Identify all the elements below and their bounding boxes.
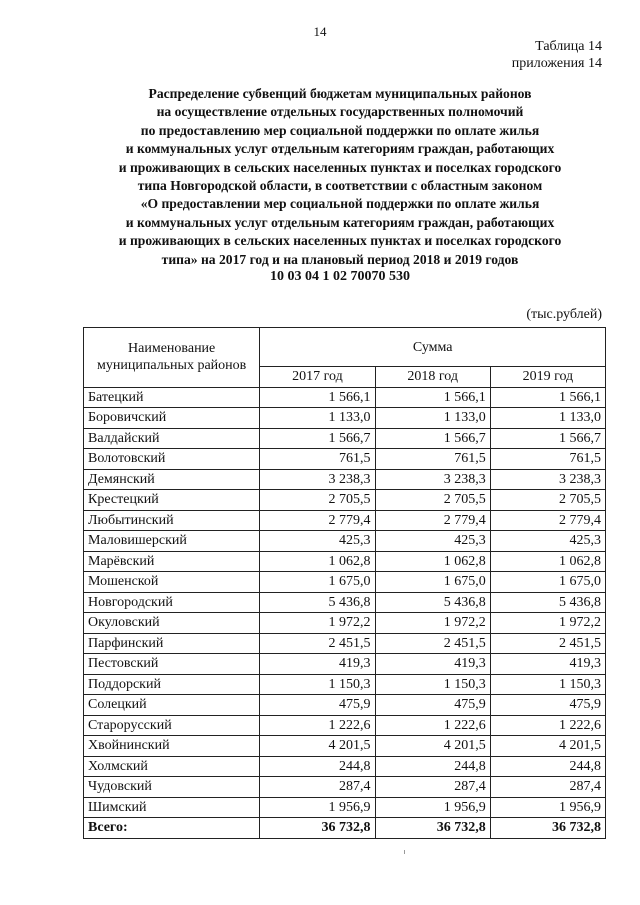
value-2017-cell: 1 675,0 — [260, 572, 375, 593]
value-2018-cell: 425,3 — [375, 531, 490, 552]
value-2019-cell: 475,9 — [490, 695, 605, 716]
district-name-cell: Окуловский — [84, 613, 260, 634]
header-year-2019: 2019 год — [490, 367, 605, 388]
value-2019-cell: 287,4 — [490, 777, 605, 798]
value-2019-cell: 5 436,8 — [490, 592, 605, 613]
value-2017-cell: 2 705,5 — [260, 490, 375, 511]
value-2018-cell: 4 201,5 — [375, 736, 490, 757]
district-name-cell: Холмский — [84, 756, 260, 777]
value-2019-cell: 1 062,8 — [490, 551, 605, 572]
scan-mark — [404, 850, 405, 854]
value-2017-cell: 244,8 — [260, 756, 375, 777]
title-line: Распределение субвенций бюджетам муниципальных районов — [148, 86, 532, 101]
value-2017-cell: 2 779,4 — [260, 510, 375, 531]
page-number: 14 — [313, 24, 327, 39]
table-row — [84, 572, 606, 593]
value-2017-cell: 425,3 — [260, 531, 375, 552]
units-label: (тыс.рублей) — [526, 307, 602, 322]
title-line: и проживающих в сельских населенных пунктах и поселках городского — [118, 159, 562, 175]
value-2017-cell: 1 956,9 — [260, 797, 375, 818]
value-2019-cell: 425,3 — [490, 531, 605, 552]
district-name-cell: Любытинский — [84, 510, 260, 531]
value-2017-cell: 1 062,8 — [260, 551, 375, 572]
value-2018-cell: 1 972,2 — [375, 613, 490, 634]
value-2018-cell: 287,4 — [375, 777, 490, 798]
table-ref-line2: приложения 14 — [511, 56, 602, 71]
value-2018-cell: 475,9 — [375, 695, 490, 716]
table-row — [84, 510, 606, 531]
value-2018-cell: 1 150,3 — [375, 674, 490, 695]
table-header-row — [84, 328, 606, 367]
table-ref-line1: Таблица 14 — [535, 39, 602, 54]
value-2019-cell: 1 566,7 — [490, 428, 605, 449]
district-name-cell: Маловишерский — [84, 531, 260, 552]
total-row — [84, 818, 606, 839]
value-2018-cell: 1 133,0 — [375, 408, 490, 429]
table-row — [84, 428, 606, 449]
title-line: типа Новгородской области, в соответствии с областным законом — [137, 178, 543, 194]
table-row — [84, 490, 606, 511]
table-row — [84, 777, 606, 798]
district-name-cell: Шимский — [84, 797, 260, 818]
value-2017-cell: 1 150,3 — [260, 674, 375, 695]
value-2019-cell: 244,8 — [490, 756, 605, 777]
value-2018-cell: 244,8 — [375, 756, 490, 777]
district-name-cell: Новгородский — [84, 592, 260, 613]
district-name-cell: Пестовский — [84, 654, 260, 675]
value-2018-cell: 2 705,5 — [375, 490, 490, 511]
district-name-cell: Волотовский — [84, 449, 260, 470]
district-name-cell: Всего: — [84, 818, 260, 839]
table-row — [84, 551, 606, 572]
table-row — [84, 695, 606, 716]
value-2017-cell: 1 222,6 — [260, 715, 375, 736]
district-name-cell: Валдайский — [84, 428, 260, 449]
district-name-cell: Поддорский — [84, 674, 260, 695]
value-2019-cell: 761,5 — [490, 449, 605, 470]
table-row — [84, 469, 606, 490]
value-2017-cell: 4 201,5 — [260, 736, 375, 757]
title-line: и проживающих в сельских населенных пунктах и поселках городского — [118, 233, 562, 249]
value-2018-cell: 2 451,5 — [375, 633, 490, 654]
document-title — [60, 85, 620, 269]
value-2018-cell: 1 956,9 — [375, 797, 490, 818]
header-district-name: Наименование муниципальных районов — [84, 328, 260, 388]
header-year-2017: 2017 год — [260, 367, 375, 388]
value-2017-cell: 1 566,1 — [260, 387, 375, 408]
district-name-cell: Батецкий — [84, 387, 260, 408]
title-line: по предоставлению мер социальной поддержки по оплате жилья — [140, 122, 540, 138]
budget-code: 10 03 04 1 02 70070 530 — [270, 269, 410, 284]
table-row — [84, 797, 606, 818]
district-name-cell: Хвойнинский — [84, 736, 260, 757]
table-row — [84, 633, 606, 654]
value-2018-cell: 5 436,8 — [375, 592, 490, 613]
value-2018-cell: 1 222,6 — [375, 715, 490, 736]
value-2017-cell: 1 972,2 — [260, 613, 375, 634]
subvention-table — [83, 327, 606, 839]
table-row — [84, 736, 606, 757]
table-row — [84, 408, 606, 429]
value-2017-cell: 3 238,3 — [260, 469, 375, 490]
table-row — [84, 449, 606, 470]
table-row — [84, 715, 606, 736]
title-line: на осуществление отдельных государственных полномочий — [156, 104, 524, 120]
title-line: «О предоставлении мер социальной поддержки по оплате жилья — [140, 196, 540, 212]
value-2019-cell: 419,3 — [490, 654, 605, 675]
value-2019-cell: 4 201,5 — [490, 736, 605, 757]
value-2018-cell: 2 779,4 — [375, 510, 490, 531]
value-2019-cell: 1 956,9 — [490, 797, 605, 818]
value-2017-cell: 419,3 — [260, 654, 375, 675]
value-2019-cell: 36 732,8 — [490, 818, 605, 839]
value-2019-cell: 1 972,2 — [490, 613, 605, 634]
value-2017-cell: 1 133,0 — [260, 408, 375, 429]
value-2019-cell: 1 133,0 — [490, 408, 605, 429]
value-2018-cell: 36 732,8 — [375, 818, 490, 839]
table-reference — [512, 38, 602, 72]
table-row — [84, 756, 606, 777]
header-sum: Сумма — [260, 328, 606, 367]
district-name-cell: Крестецкий — [84, 490, 260, 511]
table-row — [84, 674, 606, 695]
value-2019-cell: 1 675,0 — [490, 572, 605, 593]
value-2018-cell: 1 566,7 — [375, 428, 490, 449]
district-name-cell: Марёвский — [84, 551, 260, 572]
district-name-cell: Демянский — [84, 469, 260, 490]
title-line: и коммунальных услуг отдельным категориям граждан, работающих — [125, 214, 555, 230]
value-2019-cell: 2 451,5 — [490, 633, 605, 654]
district-name-cell: Боровичский — [84, 408, 260, 429]
value-2019-cell: 1 150,3 — [490, 674, 605, 695]
value-2017-cell: 5 436,8 — [260, 592, 375, 613]
district-name-cell: Чудовский — [84, 777, 260, 798]
table-row — [84, 387, 606, 408]
value-2019-cell: 1 222,6 — [490, 715, 605, 736]
title-line: типа» на 2017 год и на плановый период 2018 и 2019 годов — [161, 251, 519, 267]
value-2019-cell: 2 779,4 — [490, 510, 605, 531]
value-2017-cell: 36 732,8 — [260, 818, 375, 839]
value-2019-cell: 2 705,5 — [490, 490, 605, 511]
value-2017-cell: 1 566,7 — [260, 428, 375, 449]
district-name-cell: Солецкий — [84, 695, 260, 716]
value-2017-cell: 475,9 — [260, 695, 375, 716]
header-year-2018: 2018 год — [375, 367, 490, 388]
value-2019-cell: 1 566,1 — [490, 387, 605, 408]
value-2018-cell: 1 062,8 — [375, 551, 490, 572]
table-body — [84, 387, 606, 838]
value-2019-cell: 3 238,3 — [490, 469, 605, 490]
value-2018-cell: 1 675,0 — [375, 572, 490, 593]
value-2017-cell: 2 451,5 — [260, 633, 375, 654]
table-row — [84, 654, 606, 675]
value-2018-cell: 419,3 — [375, 654, 490, 675]
title-line: и коммунальных услуг отдельным категориям граждан, работающих — [125, 141, 555, 157]
value-2018-cell: 761,5 — [375, 449, 490, 470]
table-row — [84, 531, 606, 552]
table-row — [84, 592, 606, 613]
district-name-cell: Старорусский — [84, 715, 260, 736]
value-2017-cell: 287,4 — [260, 777, 375, 798]
district-name-cell: Парфинский — [84, 633, 260, 654]
district-name-cell: Мошенской — [84, 572, 260, 593]
value-2018-cell: 3 238,3 — [375, 469, 490, 490]
value-2017-cell: 761,5 — [260, 449, 375, 470]
value-2018-cell: 1 566,1 — [375, 387, 490, 408]
table-row — [84, 613, 606, 634]
